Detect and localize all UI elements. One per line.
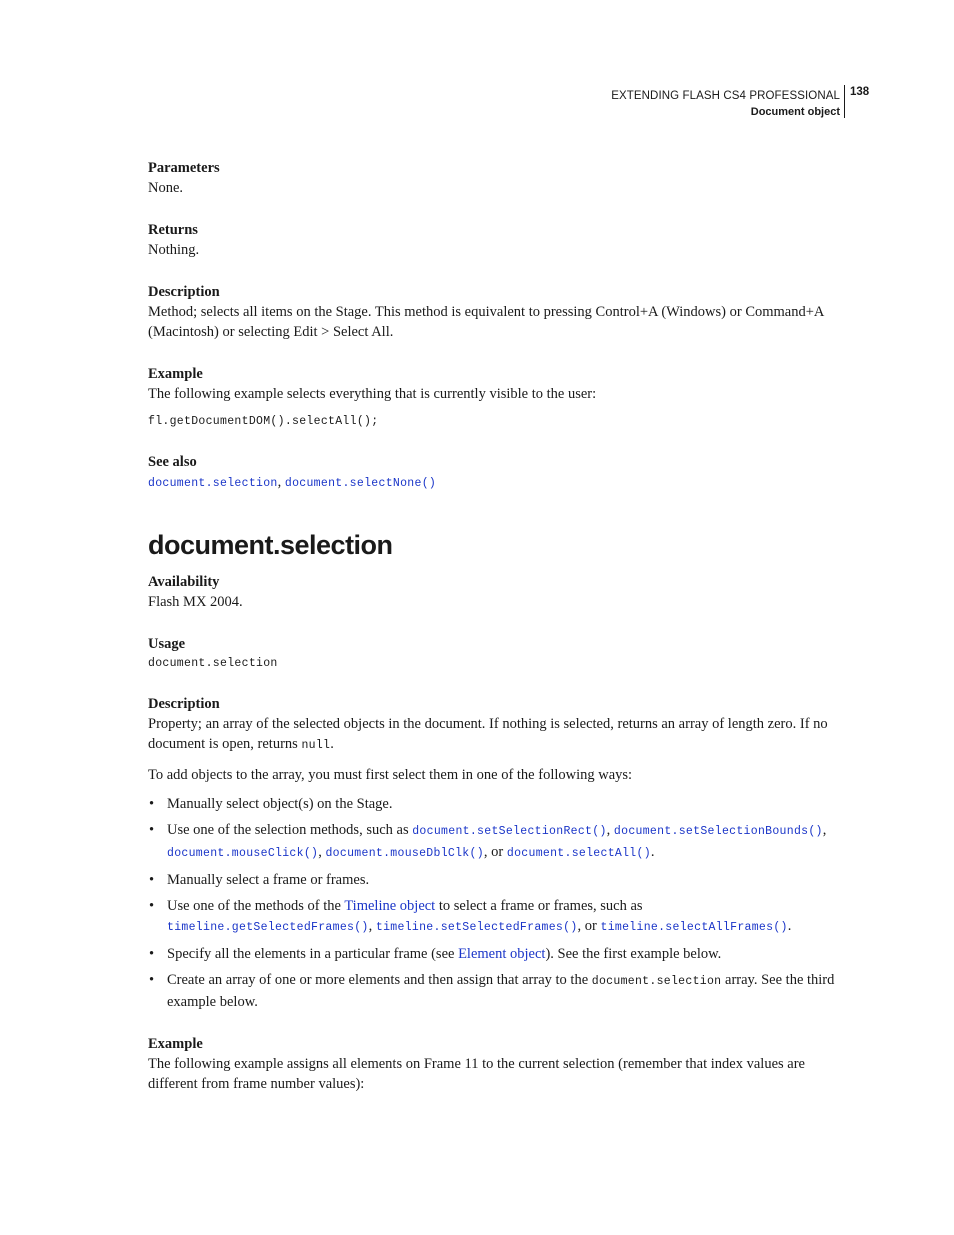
usage-code: document.selection	[148, 657, 278, 670]
property-description-text	[148, 714, 840, 756]
example-heading: Example	[148, 366, 203, 382]
bullet-text: Use one of the selection methods, such as	[167, 822, 413, 838]
link-mouseclick[interactable]: document.mouseClick()	[167, 847, 319, 860]
bullet-text: array. See the third example below.	[167, 972, 835, 1010]
list-item	[148, 944, 840, 964]
availability-section	[148, 572, 840, 612]
link-timeline-object[interactable]: Timeline object	[344, 898, 436, 914]
bullet-text: ). See the first example below.	[545, 946, 722, 962]
parameters-text: None.	[148, 180, 184, 196]
link-selectallframes[interactable]: timeline.selectAllFrames()	[600, 921, 788, 934]
link-setselectedframes[interactable]: timeline.setSelectedFrames()	[375, 921, 578, 934]
returns-text: Nothing.	[148, 242, 200, 258]
link-mousedblclk[interactable]: document.mouseDblClk()	[325, 847, 484, 860]
page-number: 138	[850, 86, 870, 98]
availability-text: Flash MX 2004.	[148, 594, 243, 610]
null-code: null	[301, 739, 331, 752]
selection-methods-list	[148, 794, 840, 1012]
bullet-text: to select a frame or frames, such as	[435, 898, 643, 914]
separator: ,	[368, 918, 376, 934]
description-text-part2: .	[330, 736, 334, 752]
parameters-heading: Parameters	[148, 160, 220, 176]
document-selection-code: document.selection	[591, 975, 722, 988]
example-code: fl.getDocumentDOM().selectAll();	[148, 415, 379, 428]
bullet-text: Manually select object(s) on the Stage.	[167, 796, 393, 812]
link-setselectionrect[interactable]: document.setSelectionRect()	[412, 825, 607, 838]
returns-heading: Returns	[148, 222, 198, 238]
link-setselectionbounds[interactable]: document.setSelectionBounds()	[613, 825, 823, 838]
description-text: Method; selects all items on the Stage. This method is equivalent to pressing Control+A (Windows) or Command+A (Macintosh) or selecting Edit > Select All.	[148, 304, 824, 340]
separator: .	[650, 844, 655, 860]
link-document-selectnone[interactable]: document.selectNone()	[284, 477, 437, 490]
returns-section	[148, 220, 840, 260]
separator: ,	[822, 822, 827, 838]
availability-heading: Availability	[148, 574, 220, 590]
property-description-heading: Description	[148, 696, 220, 712]
list-item	[148, 896, 840, 938]
link-element-object[interactable]: Element object	[458, 946, 546, 962]
header-subtitle: Document object	[750, 106, 840, 118]
link-document-selection[interactable]: document.selection	[148, 477, 278, 490]
property-description-section	[148, 694, 840, 1012]
description-section	[148, 282, 840, 342]
link-selectall[interactable]: document.selectAll()	[506, 847, 651, 860]
usage-heading: Usage	[148, 636, 186, 652]
see-also-separator: ,	[277, 474, 285, 490]
separator: , or	[577, 918, 601, 934]
header-divider	[844, 85, 845, 118]
bullet-text: Use one of the methods of the	[167, 898, 345, 914]
list-item	[148, 870, 840, 890]
bullet-text: Create an array of one or more elements and then assign that array to the	[167, 972, 592, 988]
see-also-section	[148, 452, 840, 494]
example-text: The following example selects everything that is currently visible to the user:	[148, 386, 597, 402]
description-heading: Description	[148, 284, 220, 300]
separator: ,	[606, 822, 614, 838]
see-also-links	[148, 472, 840, 494]
example-section	[148, 364, 840, 432]
link-getselectedframes[interactable]: timeline.getSelectedFrames()	[167, 921, 369, 934]
separator: , or	[483, 844, 507, 860]
page-content	[148, 158, 840, 1094]
list-item	[148, 820, 840, 864]
property-example-text: The following example assigns all elements on Frame 11 to the current selection (remember that index values are different from frame number values):	[148, 1056, 805, 1092]
property-example-heading: Example	[148, 1036, 203, 1052]
property-example-section	[148, 1034, 840, 1094]
see-also-heading: See also	[148, 454, 197, 470]
list-item	[148, 794, 840, 814]
usage-section	[148, 634, 840, 674]
section-title: document.selection	[148, 530, 393, 560]
parameters-section	[148, 158, 840, 198]
add-objects-text: To add objects to the array, you must first select them in one of the following ways:	[148, 767, 633, 783]
separator: .	[787, 918, 792, 934]
bullet-text: Specify all the elements in a particular frame (see	[167, 946, 459, 962]
bullet-text: Manually select a frame or frames.	[167, 872, 370, 888]
header-text-block	[611, 88, 840, 120]
running-header	[0, 85, 954, 119]
header-title: EXTENDING FLASH CS4 PROFESSIONAL	[611, 90, 840, 102]
separator: ,	[318, 844, 326, 860]
description-text-part1: Property; an array of the selected objects in the document. If nothing is selected, returns an array of length zero. If no document is open, returns	[148, 716, 828, 752]
list-item	[148, 970, 840, 1012]
